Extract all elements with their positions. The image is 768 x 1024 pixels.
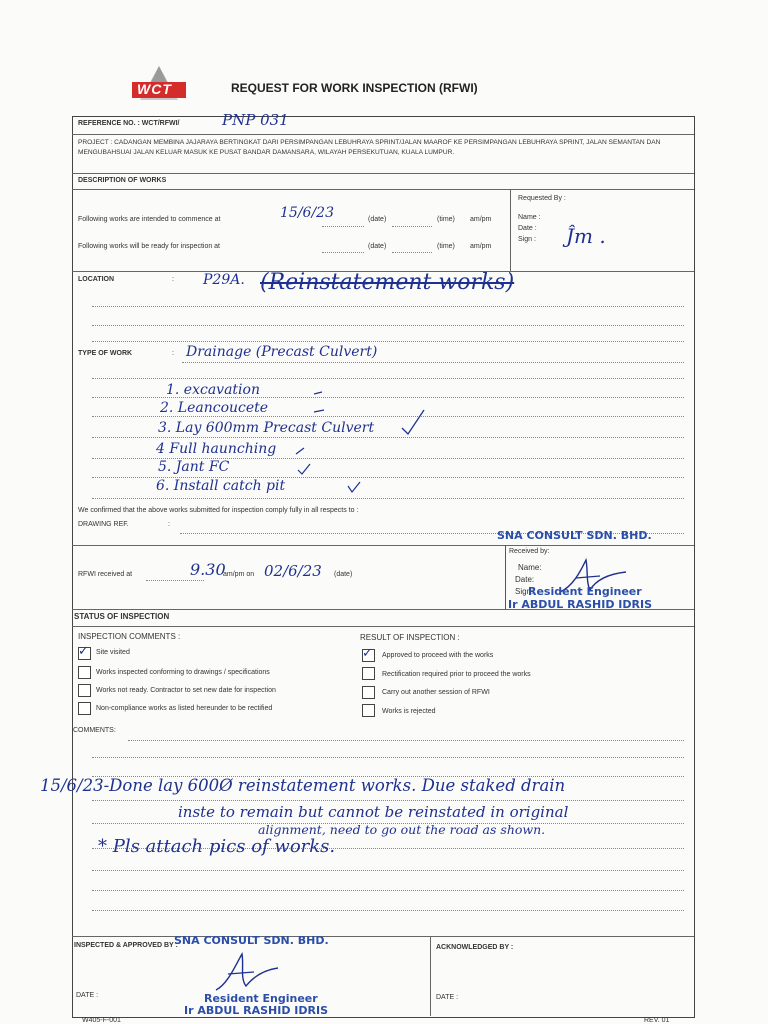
commence-date[interactable]: 15/6/23: [280, 205, 334, 221]
rfwi-received-time[interactable]: 9.30: [190, 560, 226, 579]
received-date-label: Date:: [515, 575, 535, 584]
ready-time-label: (time): [437, 243, 455, 250]
result-option-label: Works is rejected: [382, 708, 436, 715]
status-heading: STATUS OF INSPECTION: [74, 612, 170, 621]
ready-date-label: (date): [368, 243, 387, 250]
acknowledged-label: ACKNOWLEDGED BY :: [436, 944, 514, 951]
work-item: 1. excavation: [166, 382, 260, 398]
comments-label: COMMENTS:: [73, 727, 116, 734]
type-of-work-value[interactable]: Drainage (Precast Culvert): [186, 344, 378, 360]
inspected-date-label: DATE :: [76, 992, 99, 999]
company-logo: [128, 64, 190, 108]
ready-ampm-label: am/pm: [470, 243, 492, 250]
footer-stamp-title: Resident Engineer: [204, 992, 318, 1005]
reference-number[interactable]: PNP 031: [222, 111, 289, 129]
location-value[interactable]: P29A.: [203, 272, 245, 288]
rfwi-received-date[interactable]: 02/6/23: [264, 562, 322, 580]
requested-name-label: Name :: [518, 214, 541, 221]
logo-text: WCT: [137, 81, 172, 97]
requested-date-label: Date :: [518, 225, 537, 232]
result-heading: RESULT OF INSPECTION :: [360, 633, 460, 642]
non-compliance-checkbox[interactable]: [78, 702, 91, 715]
acknowledged-date-label: DATE :: [436, 994, 459, 1001]
work-item: 4 Full haunching: [156, 441, 277, 457]
works-conforming-checkbox[interactable]: [78, 666, 91, 679]
footer-stamp-name: Ir ABDUL RASHID IDRIS: [184, 1004, 329, 1017]
comment-option-label: Works not ready. Contractor to set new date for inspection: [96, 687, 276, 694]
type-of-work-colon: :: [172, 350, 174, 357]
received-stamp-name: Ir ABDUL RASHID IDRIS: [508, 598, 653, 611]
result-option-label: Approved to proceed with the works: [382, 652, 494, 659]
another-session-checkbox[interactable]: [362, 686, 375, 699]
location-label: LOCATION: [78, 276, 115, 283]
rejected-checkbox[interactable]: [362, 704, 375, 717]
received-sign-label: Sign:: [515, 587, 534, 596]
rfwi-received-ampm: am/pm on: [223, 571, 255, 578]
rectification-checkbox[interactable]: [362, 667, 375, 680]
inspection-comments-heading: INSPECTION COMMENTS :: [78, 632, 181, 641]
reference-label: REFERENCE NO. : WCT/RFWI/: [78, 120, 180, 127]
work-item: 5. Jant FC: [158, 459, 230, 475]
works-not-ready-checkbox[interactable]: [78, 684, 91, 697]
footer-consultant-stamp: SNA CONSULT SDN. BHD.: [174, 934, 329, 947]
comment-handwritten-line[interactable]: * Pls attach pics of works.: [98, 836, 336, 857]
approver-signature[interactable]: [212, 950, 282, 994]
consultant-stamp: SNA CONSULT SDN. BHD.: [497, 529, 652, 542]
work-item: 3. Lay 600mm Precast Culvert: [158, 420, 375, 436]
comment-option-label: Non-compliance works as listed hereunder to be rectified: [96, 705, 273, 712]
work-item: 2. Leancoucete: [160, 400, 269, 416]
rfwi-received-date-label: (date): [334, 571, 353, 578]
comment-handwritten-line[interactable]: inste to remain but cannot be reinstated in original: [178, 803, 569, 821]
commence-ampm-label: am/pm: [470, 216, 492, 223]
commence-label: Following works are intended to commence at: [78, 216, 221, 223]
form-code: W405-F-001: [82, 1017, 121, 1024]
received-stamp-title: Resident Engineer: [528, 585, 642, 598]
requested-sign-label: Sign :: [518, 236, 536, 243]
project-description: PROJECT : CADANGAN MEMBINA JAJARAYA BERTINGKAT DARI PERSIMPANGAN LEBUHRAYA SPRINT/JALAN MAAROF KE PERSIMPANGAN LEBUHRAYA SPRINT, JALAN SEMANTAN DAN MENGUBAHSUAI JALAN KELUAR MASUK KE PUSAT BANDAR DAMANSARA, WILAYAH PERSEKUTUAN, KUALA LUMPUR.: [78, 139, 661, 156]
comment-option-label: Site visited: [96, 649, 130, 656]
requested-by-label: Requested By :: [518, 195, 566, 202]
work-item: 6. Install catch pit: [156, 478, 286, 494]
location-colon: :: [172, 276, 174, 283]
site-visited-check-icon: ✓: [78, 643, 89, 658]
drawing-ref-label: DRAWING REF.: [78, 521, 129, 528]
comment-handwritten-line[interactable]: 15/6/23-Done lay 600Ø reinstatement works. Due staked drain: [40, 776, 566, 795]
revision: REV. 01: [644, 1017, 670, 1024]
result-option-label: Carry out another session of RFWI: [382, 689, 490, 696]
result-option-label: Rectification required prior to proceed the works: [382, 671, 531, 678]
commence-time-label: (time): [437, 216, 455, 223]
drawing-ref-colon: :: [168, 521, 170, 528]
comment-option-label: Works inspected conforming to drawings / specifications: [96, 669, 270, 676]
confirmation-text: We confirmed that the above works submitted for inspection comply fully in all respects to :: [78, 507, 359, 514]
approved-check-icon: ✓: [362, 645, 373, 660]
rfwi-received-label: RFWI received at: [78, 571, 133, 578]
requested-signature[interactable]: Ĵm .: [566, 224, 606, 248]
location-note[interactable]: (Reinstatement works): [260, 270, 515, 295]
work-items-tick-icons: [290, 388, 430, 498]
comment-handwritten-line[interactable]: alignment, need to go out the road as shown.: [258, 822, 546, 837]
inspected-approved-label: INSPECTED & APPROVED BY :: [74, 942, 178, 949]
commence-date-label: (date): [368, 216, 387, 223]
form-title: REQUEST FOR WORK INSPECTION (RFWI): [231, 81, 478, 95]
received-name-label: Name:: [518, 563, 542, 572]
received-by-label: Received by:: [509, 548, 550, 555]
type-of-work-label: TYPE OF WORK: [78, 350, 133, 357]
ready-label: Following works will be ready for inspection at: [78, 243, 221, 250]
description-heading: DESCRIPTION OF WORKS: [78, 177, 167, 184]
